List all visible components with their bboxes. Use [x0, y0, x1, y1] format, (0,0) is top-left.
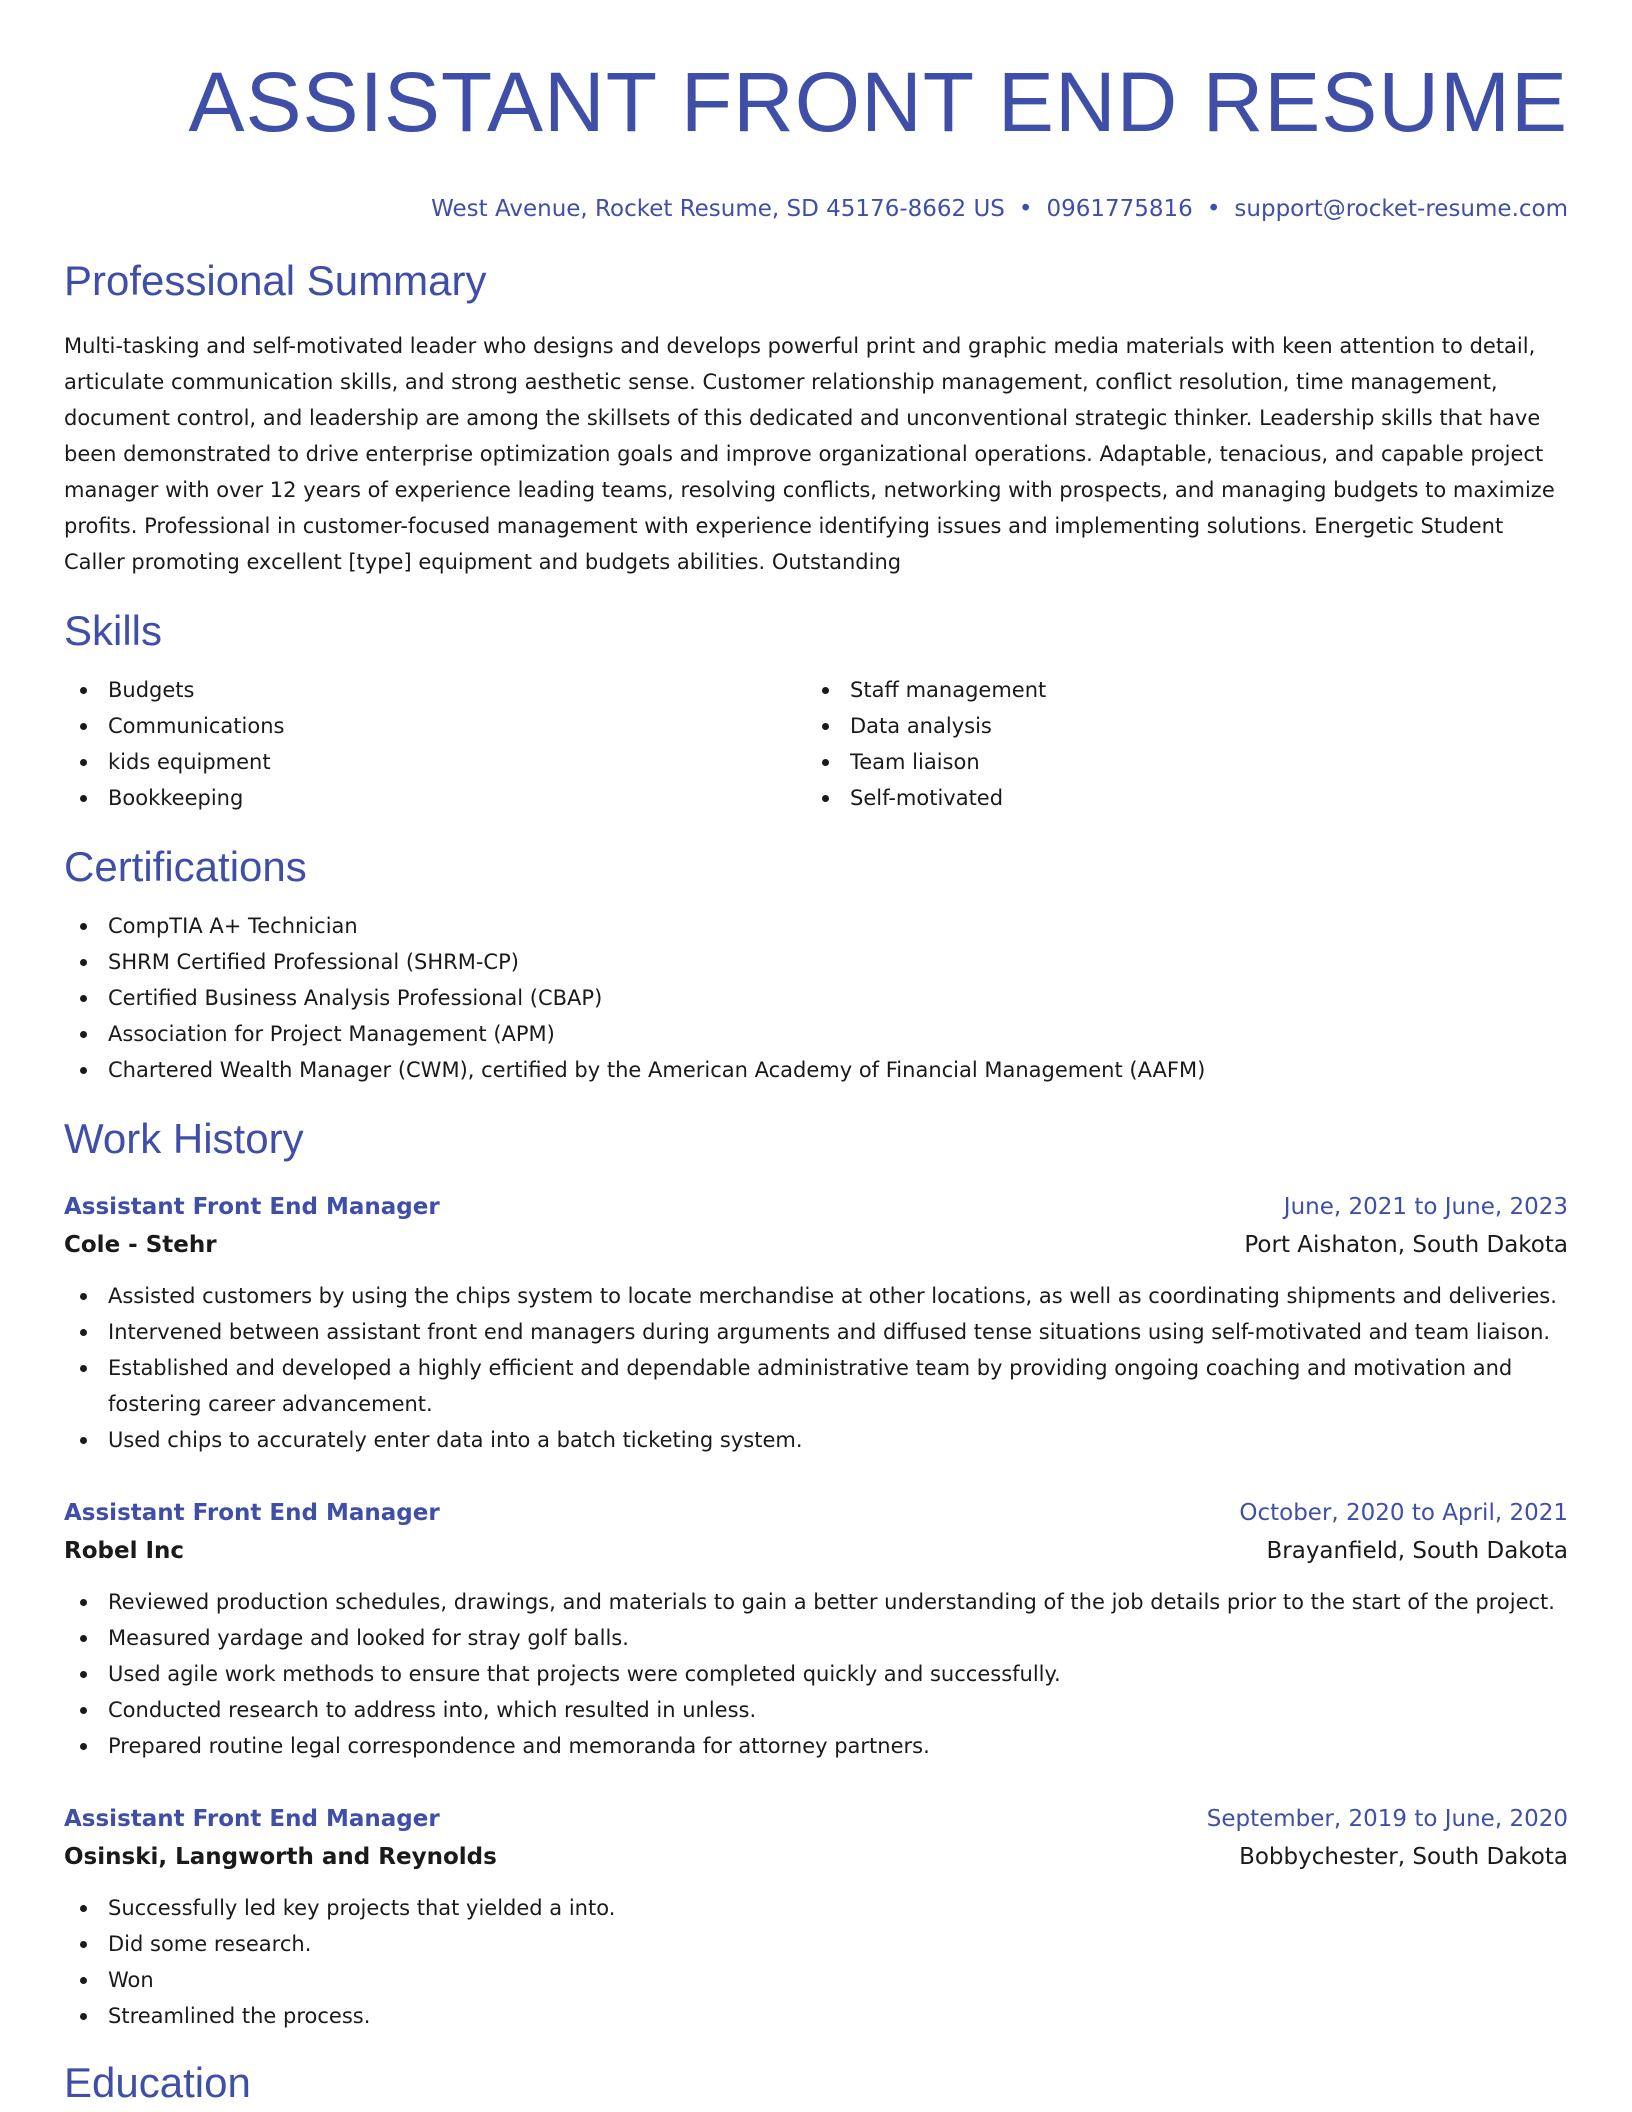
job-location: Brayanfield, South Dakota — [1266, 1538, 1568, 1564]
skills-grid — [64, 656, 1568, 816]
contact-email: support@rocket-resume.com — [1234, 196, 1568, 222]
education-heading: Education — [64, 2059, 251, 2106]
job-duty: Intervened between assistant front end managers during arguments and diffused tense situations using self-motivated and team liaison. — [64, 1314, 1568, 1350]
job-duty: Used agile work methods to ensure that projects were completed quickly and successfully. — [64, 1656, 1568, 1692]
skill-item: Bookkeeping — [64, 780, 806, 816]
job-duty: Reviewed production schedules, drawings, and materials to gain a better understanding of the job details prior to the start of the project. — [64, 1584, 1568, 1620]
job-duty: Prepared routine legal correspondence and memoranda for attorney partners. — [64, 1728, 1568, 1764]
job-company-row — [64, 1226, 1568, 1264]
skill-item: Staff management — [806, 672, 1568, 708]
resume-title: ASSISTANT FRONT END RESUME — [188, 55, 1568, 149]
certifications-list — [64, 908, 1568, 1088]
job-duties-list — [64, 1278, 1568, 1458]
job-company: Cole - Stehr — [64, 1232, 217, 1258]
job-dates: June, 2021 to June, 2023 — [1283, 1194, 1568, 1220]
contact-separator: • — [1206, 196, 1221, 222]
job-duty: Streamlined the process. — [64, 1998, 1568, 2034]
certifications-heading: Certifications — [64, 843, 307, 890]
job-duty: Won — [64, 1962, 1568, 1998]
job-duty: Assisted customers by using the chips system to locate merchandise at other locations, as well as coordinating shipments and deliveries. — [64, 1278, 1568, 1314]
skill-item: Self-motivated — [806, 780, 1568, 816]
contact-line — [64, 194, 1568, 224]
job-location: Port Aishaton, South Dakota — [1244, 1232, 1568, 1258]
job-title: Assistant Front End Manager — [64, 1194, 440, 1220]
job-duty: Successfully led key projects that yielded a into. — [64, 1890, 1568, 1926]
job-duty: Measured yardage and looked for stray golf balls. — [64, 1620, 1568, 1656]
job-duty: Did some research. — [64, 1926, 1568, 1962]
job-duties-list — [64, 1584, 1568, 1764]
skill-item: Team liaison — [806, 744, 1568, 780]
job-company: Robel Inc — [64, 1538, 185, 1564]
job-duty: Conducted research to address into, which resulted in unless. — [64, 1692, 1568, 1728]
skills-section — [64, 606, 1568, 816]
skill-item: Budgets — [64, 672, 806, 708]
job-duties-list — [64, 1890, 1568, 2034]
job-entry — [64, 1494, 1568, 1764]
certification-item: Chartered Wealth Manager (CWM), certified by the American Academy of Financial Management (AAFM) — [64, 1052, 1568, 1088]
job-dates: October, 2020 to April, 2021 — [1239, 1500, 1568, 1526]
job-location: Bobbychester, South Dakota — [1239, 1844, 1568, 1870]
skill-item: Communications — [64, 708, 806, 744]
job-header-row — [64, 1800, 1568, 1838]
skills-list-right — [806, 672, 1568, 816]
certification-item: SHRM Certified Professional (SHRM-CP) — [64, 944, 1568, 980]
job-entry — [64, 1800, 1568, 2034]
job-company-row — [64, 1838, 1568, 1876]
job-company-row — [64, 1532, 1568, 1570]
certifications-section — [64, 842, 1568, 1088]
job-duty: Used chips to accurately enter data into a batch ticketing system. — [64, 1422, 1568, 1458]
skill-item: kids equipment — [64, 744, 806, 780]
skills-list-left — [64, 672, 806, 816]
education-section — [64, 2058, 1568, 2108]
job-duty: Established and developed a highly efficient and dependable administrative team by providing ongoing coaching and motivation and fostering career advancement. — [64, 1350, 1568, 1422]
job-title: Assistant Front End Manager — [64, 1806, 440, 1832]
skills-heading: Skills — [64, 607, 163, 654]
work-history-section — [64, 1114, 1568, 2034]
job-title: Assistant Front End Manager — [64, 1500, 440, 1526]
job-header-row — [64, 1494, 1568, 1532]
certification-item: Certified Business Analysis Professional (CBAP) — [64, 980, 1568, 1016]
job-dates: September, 2019 to June, 2020 — [1206, 1806, 1568, 1832]
skill-item: Data analysis — [806, 708, 1568, 744]
job-entry — [64, 1188, 1568, 1458]
work-history-heading: Work History — [64, 1115, 304, 1162]
job-company: Osinski, Langworth and Reynolds — [64, 1844, 497, 1870]
summary-heading: Professional Summary — [64, 257, 487, 304]
contact-phone: 0961775816 — [1046, 196, 1193, 222]
certification-item: Association for Project Management (APM) — [64, 1016, 1568, 1052]
job-header-row — [64, 1188, 1568, 1226]
summary-section — [64, 256, 1568, 580]
summary-text: Multi-tasking and self-motivated leader who designs and develops powerful print and graphic media materials with keen attention to detail, articulate communication skills, and strong aesthetic sense. Customer relationship management, conflict resolution, time management, document control, and leadership are among the skillsets of this dedicated and unconventional strategic thinker. Leadership skills that have been demonstrated to drive enterprise optimization goals and improve organizational operations. Adaptable, tenacious, and capable project manager with over 12 years of experience leading teams, resolving conflicts, networking with prospects, and managing budgets to maximize profits. Professional in customer-focused management with experience identifying issues and implementing solutions. Energetic Student Caller promoting excellent [type] equipment and budgets abilities. Outstanding — [64, 334, 1555, 574]
certification-item: CompTIA A+ Technician — [64, 908, 1568, 944]
contact-separator: • — [1018, 196, 1033, 222]
contact-address: West Avenue, Rocket Resume, SD 45176-8662 US — [431, 196, 1005, 222]
